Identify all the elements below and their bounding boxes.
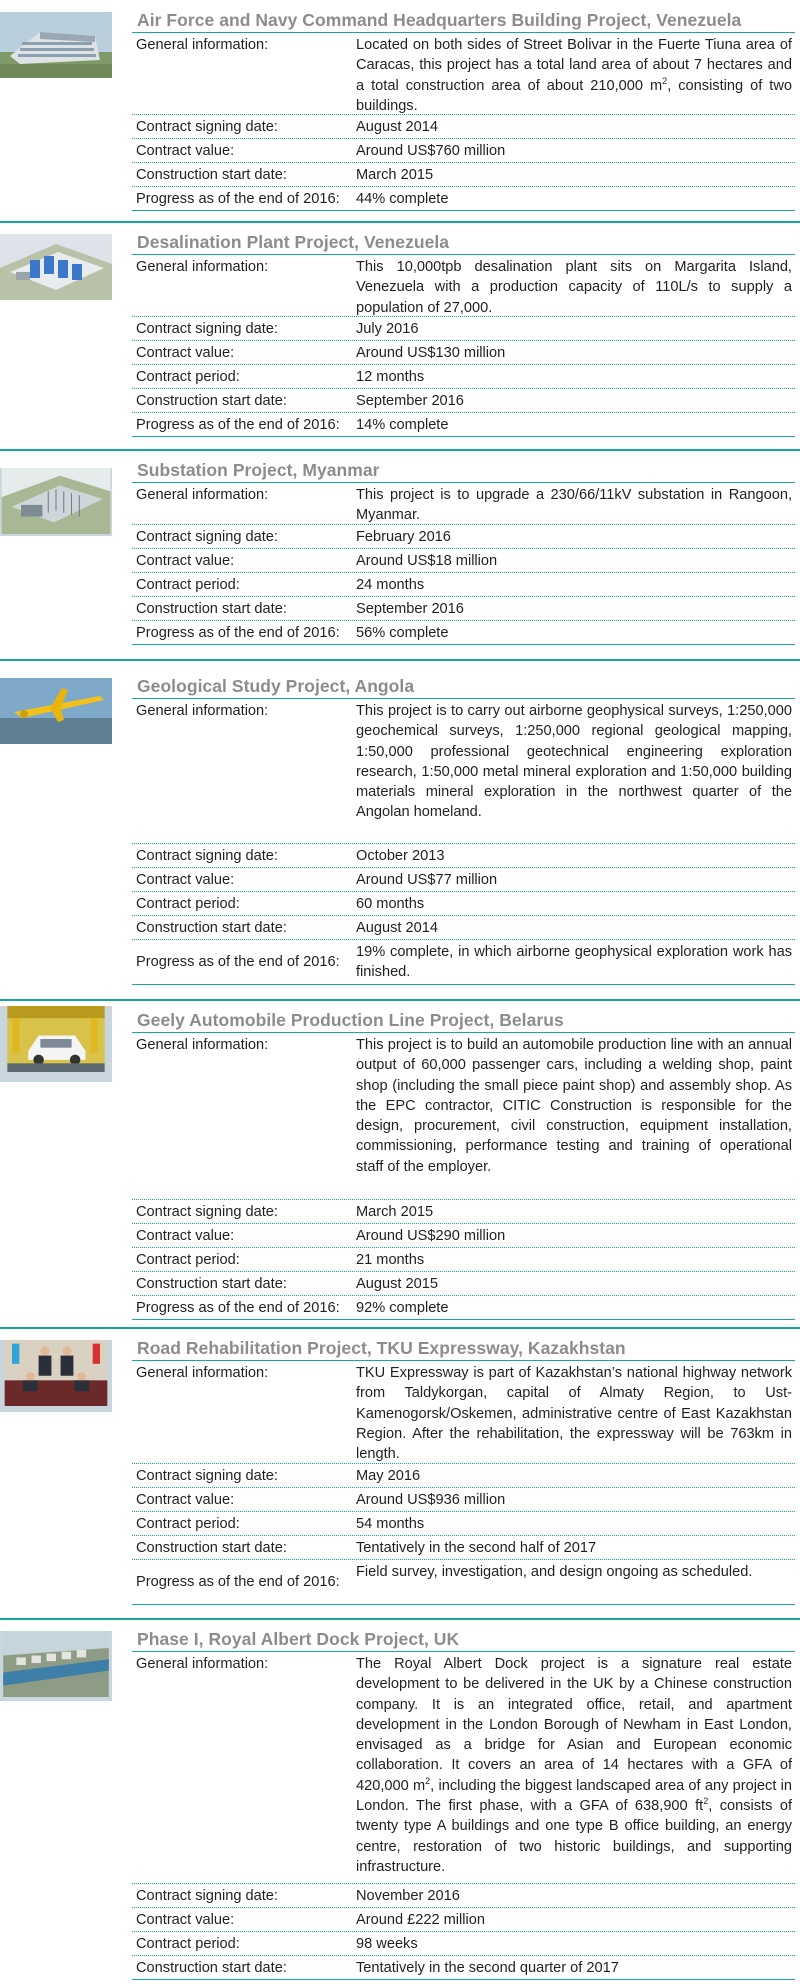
row-start-date: Construction start date: August 2014: [132, 916, 795, 940]
project-details: [132, 1360, 795, 1605]
project-details: [132, 482, 795, 645]
project-title: Road Rehabilitation Project, TKU Expressway, Kazakhstan: [137, 1338, 626, 1358]
row-start-date: Construction start date: March 2015: [132, 163, 795, 187]
row-general-info: General information: The Royal Albert Dock project is a signature real estate development to be delivered in the UK by a Chinese construction company. It is an integrated office, retail, and apartment development in the London Borough of Newham in East London, envisaged as a bridge for Asian and European economic collaboration. It covers an area of 14 hectares with a GFA of 420,000 $m^2$, including the biggest landscaped area of any project in London. The first phase, with a GFA of 638,900 $ft^2$, consists of twenty type A buildings and one type B office building, an energy centre, restoration of two historic buildings, and supporting infrastructure.: [132, 1652, 795, 1884]
row-contract-period: Contract period: 21 months: [132, 1248, 795, 1272]
project-photo: [0, 12, 112, 78]
building-photo-icon: [0, 12, 112, 78]
row-signing-date: Contract signing date: March 2015: [132, 1200, 795, 1224]
project-title: Geological Study Project, Angola: [137, 676, 415, 696]
row-start-date: Construction start date: September 2016: [132, 389, 795, 413]
row-general-info: General information: This 10,000tpb desalination plant sits on Margarita Island, Venezuela with a production capacity of 110L/s to supply a population of 27,000.: [132, 255, 795, 317]
section-divider: [0, 999, 800, 1001]
row-signing-date: Contract signing date: August 2014: [132, 115, 795, 139]
row-progress: Progress as of the end of 2016: 56% complete: [132, 621, 795, 645]
row-general-info: General information: Located on both sides of Street Bolivar in the Fuerte Tiuna area of Caracas, this project has a total land area of about 7 hectares and a total construction area of about 210,000 $m^2$, consisting of two buildings.: [132, 33, 795, 115]
project-photo: [0, 1631, 112, 1701]
row-contract-value: Contract value: Around US$18 million: [132, 549, 795, 573]
section-divider: [0, 1327, 800, 1329]
substation-photo-icon: [0, 468, 112, 534]
row-progress: Progress as of the end of 2016: 14% complete: [132, 413, 795, 437]
row-progress: Progress as of the end of 2016: 19% complete, in which airborne geophysical exploration work has finished.: [132, 940, 795, 985]
project-photo: [0, 468, 112, 536]
row-contract-value: Contract value: Around US$130 million: [132, 341, 795, 365]
row-general-info: General information: This project is to carry out airborne geophysical surveys, 1:250,000 geochemical surveys, 1:250,000 regional geological mapping, 1:50,000 professional geotechnical engineering exploration research, 1:50,000 metal mineral exploration and 1:50,000 building materials mineral exploration in the northwest quarter of the Angolan homeland.: [132, 699, 795, 844]
project-details: [132, 32, 795, 211]
row-general-info: General information: This project is to upgrade a 230/66/11kV substation in Rangoon, Myanmar.: [132, 483, 795, 525]
row-start-date: Construction start date: Tentatively in the second quarter of 2017: [132, 1956, 795, 1980]
row-start-date: Construction start date: September 2016: [132, 597, 795, 621]
project-title: Air Force and Navy Command Headquarters Building Project, Venezuela: [137, 10, 742, 30]
row-contract-value: Contract value: Around £222 million: [132, 1908, 795, 1932]
row-signing-date: Contract signing date: May 2016: [132, 1464, 795, 1488]
plant-photo-icon: [0, 234, 112, 300]
project-title: Geely Automobile Production Line Project, Belarus: [137, 1010, 564, 1030]
row-progress: Progress as of the end of 2016: 44% complete: [132, 187, 795, 211]
section-divider: [0, 1618, 800, 1620]
project-photo: [0, 1340, 112, 1412]
project-photo: [0, 1006, 112, 1082]
project-details: [132, 1032, 795, 1320]
project-details: [132, 254, 795, 437]
row-signing-date: Contract signing date: November 2016: [132, 1884, 795, 1908]
row-contract-period: Contract period: 60 months: [132, 892, 795, 916]
row-contract-period: Contract period: 12 months: [132, 365, 795, 389]
row-signing-date: Contract signing date: July 2016: [132, 317, 795, 341]
section-divider: [0, 221, 800, 223]
section-divider: [0, 659, 800, 661]
row-progress: Progress as of the end of 2016: 92% complete: [132, 1296, 795, 1320]
signing-ceremony-photo-icon: [0, 1340, 112, 1406]
project-photo: [0, 678, 112, 744]
row-signing-date: Contract signing date: October 2013: [132, 844, 795, 868]
section-divider: [0, 449, 800, 451]
row-start-date: Construction start date: Tentatively in the second half of 2017: [132, 1536, 795, 1560]
row-contract-period: Contract period: 54 months: [132, 1512, 795, 1536]
row-contract-value: Contract value: Around US$936 million: [132, 1488, 795, 1512]
row-start-date: Construction start date: August 2015: [132, 1272, 795, 1296]
row-contract-period: Contract period: 98 weeks: [132, 1932, 795, 1956]
project-title: Desalination Plant Project, Venezuela: [137, 232, 450, 252]
project-title: Substation Project, Myanmar: [137, 460, 380, 480]
row-contract-value: Contract value: Around US$290 million: [132, 1224, 795, 1248]
row-general-info: General information: TKU Expressway is part of Kazakhstan’s national highway network from Taldykorgan, capital of Almaty Region, to Ust-Kamenogorsk/Oskemen, administrative centre of East Kazakhstan Region. After the rehabilitation, the expressway will be 763km in length.: [132, 1361, 795, 1464]
project-photo: [0, 234, 112, 300]
dock-aerial-photo-icon: [0, 1631, 112, 1697]
row-contract-value: Contract value: Around US$760 million: [132, 139, 795, 163]
project-title: Phase I, Royal Albert Dock Project, UK: [137, 1629, 460, 1649]
row-contract-period: Contract period: 24 months: [132, 573, 795, 597]
project-details: [132, 1651, 795, 1980]
row-contract-value: Contract value: Around US$77 million: [132, 868, 795, 892]
project-details: [132, 698, 795, 985]
production-line-photo-icon: [0, 1006, 112, 1072]
row-progress: Progress as of the end of 2016: Field survey, investigation, and design ongoing as scheduled.: [132, 1560, 795, 1605]
airplane-photo-icon: [0, 678, 112, 744]
row-general-info: General information: This project is to build an automobile production line with an annual output of 60,000 passenger cars, including a welding shop, paint shop (including the small piece paint shop) and assembly shop. As the EPC contractor, CITIC Construction is responsible for the design, procurement, civil construction, equipment installation, commissioning, performance testing and training of operational staff of the employer.: [132, 1033, 795, 1200]
row-signing-date: Contract signing date: February 2016: [132, 525, 795, 549]
